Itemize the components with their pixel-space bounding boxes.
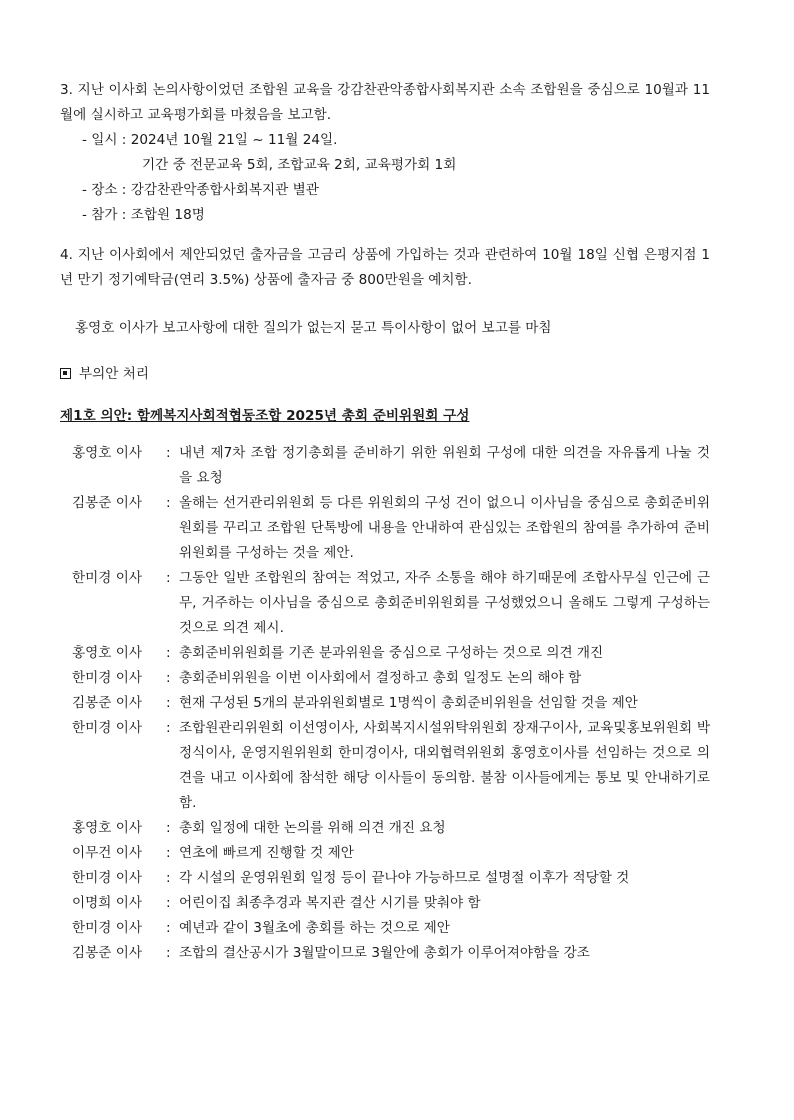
colon-separator: :: [166, 495, 171, 511]
agenda-item-1-title: 제1호 의안: 함께복지사회적협동조합 2025년 총회 준비위원회 구성: [60, 408, 470, 424]
speaker-name: 김봉준 이사: [72, 495, 142, 511]
colon-separator: :: [166, 845, 171, 861]
speaker-name: 한미경 이사: [72, 920, 142, 936]
colon-separator: :: [166, 445, 171, 461]
discussion-entry: [60, 866, 710, 891]
colon-separator: :: [166, 945, 171, 961]
speaker-name: 김봉준 이사: [72, 945, 142, 961]
report-item-3: 3. 지난 이사회 논의사항이었던 조합원 교육을 강감찬관악종합사회복지관 소속 조합원을 중심으로 10월과 11월에 실시하고 교육평가회를 마쳤음을 보고함.: [60, 82, 710, 123]
square-bullet-icon: [60, 368, 71, 379]
discussion-entry: [60, 841, 710, 866]
speaker-statement: 각 시설의 운영위원회 일정 등이 끝나야 가능하므로 설명절 이후가 적당할 것: [179, 870, 630, 886]
agenda-section-title: [60, 362, 149, 387]
discussion-entry: [60, 441, 710, 491]
colon-separator: :: [166, 920, 171, 936]
speaker-name: 한미경 이사: [72, 870, 142, 886]
report-item-3-attendees: - 참가 : 조합원 18명: [82, 207, 205, 223]
discussion-entry: [60, 816, 710, 841]
speaker-statement: 총회준비위원을 이번 이사회에서 결정하고 총회 일정도 논의 해야 함: [179, 670, 582, 686]
report-item-4: 4. 지난 이사회에서 제안되었던 출자금을 고금리 상품에 가입하는 것과 관련하여 10월 18일 신협 은평지점 1년 만기 정기예탁금(연리 3.5%) 상품에 출자금 중 800만원을 예치함.: [60, 247, 710, 288]
speaker-statement: 그동안 일반 조합원의 참여는 적었고, 자주 소통을 해야 하기때문에 조합사무실 인근에 근무, 거주하는 이사님을 중심으로 총회준비위원회를 구성했었으니 올해도 그렇게 구성하는 것으로 의견 제시.: [179, 570, 710, 636]
discussion-list: [60, 441, 710, 966]
speaker-statement: 예년과 같이 3월초에 총회를 하는 것으로 제안: [179, 920, 450, 936]
speaker-statement: 총회준비위원회를 기존 분과위원을 중심으로 구성하는 것으로 의견 개진: [179, 645, 604, 661]
speaker-statement: 조합의 결산공시가 3월말이므로 3월안에 총회가 이루어져야함을 강조: [179, 945, 590, 961]
colon-separator: :: [166, 570, 171, 586]
agenda-section-label: 부의안 처리: [79, 366, 149, 382]
colon-separator: :: [166, 670, 171, 686]
colon-separator: :: [166, 870, 171, 886]
speaker-statement: 연초에 빠르게 진행할 것 제안: [179, 845, 354, 861]
speaker-name: 이무건 이사: [72, 845, 142, 861]
discussion-entry: [60, 491, 710, 566]
colon-separator: :: [166, 820, 171, 836]
speaker-statement: 조합원관리위원회 이선영이사, 사회복지시설위탁위원회 장재구이사, 교육및홍보위원회 박정식이사, 운영지원위원회 한미경이사, 대외협력위원회 홍영호이사를 선임하는 것으로 의견을 내고 이사회에 참석한 해당 이사들이 동의함. 불참 이사들에게는 통보 및 안내하기로 함.: [179, 720, 710, 811]
speaker-name: 한미경 이사: [72, 720, 142, 736]
discussion-entry: [60, 716, 710, 816]
discussion-entry: [60, 916, 710, 941]
speaker-statement: 내년 제7차 조합 정기총회를 준비하기 위한 위원회 구성에 대한 의견을 자유롭게 나눌 것을 요청: [179, 445, 710, 486]
colon-separator: :: [166, 645, 171, 661]
discussion-entry: [60, 941, 710, 966]
discussion-entry: [60, 566, 710, 641]
colon-separator: :: [166, 695, 171, 711]
speaker-name: 한미경 이사: [72, 670, 142, 686]
speaker-statement: 어린이집 최종추경과 복지관 결산 시기를 맞춰야 함: [179, 895, 481, 911]
speaker-name: 이명희 이사: [72, 895, 142, 911]
colon-separator: :: [166, 895, 171, 911]
discussion-entry: [60, 691, 710, 716]
speaker-statement: 현재 구성된 5개의 분과위원회별로 1명씩이 총회준비위원을 선임할 것을 제안: [179, 695, 638, 711]
speaker-name: 김봉준 이사: [72, 695, 142, 711]
report-item-3-period: 기간 중 전문교육 5회, 조합교육 2회, 교육평가회 1회: [142, 157, 457, 173]
discussion-entry: [60, 641, 710, 666]
discussion-entry: [60, 891, 710, 916]
speaker-name: 홍영호 이사: [72, 445, 142, 461]
discussion-entry: [60, 666, 710, 691]
report-closing: 홍영호 이사가 보고사항에 대한 질의가 없는지 묻고 특이사항이 없어 보고를 마침: [75, 320, 552, 336]
speaker-name: 홍영호 이사: [72, 820, 142, 836]
colon-separator: :: [166, 720, 171, 736]
speaker-statement: 올해는 선거관리위원회 등 다른 위원회의 구성 건이 없으니 이사님을 중심으로 총회준비위원회를 꾸리고 조합원 단톡방에 내용을 안내하여 관심있는 조합원의 참여를 추가하여 준비위원회를 구성하는 것을 제안.: [179, 495, 710, 561]
speaker-statement: 총회 일정에 대한 논의를 위해 의견 개진 요청: [179, 820, 446, 836]
speaker-name: 한미경 이사: [72, 570, 142, 586]
report-item-3-place: - 장소 : 강감찬관악종합사회복지관 별관: [82, 182, 319, 198]
report-item-3-date: - 일시 : 2024년 10월 21일 ~ 11월 24일.: [82, 132, 338, 148]
speaker-name: 홍영호 이사: [72, 645, 142, 661]
